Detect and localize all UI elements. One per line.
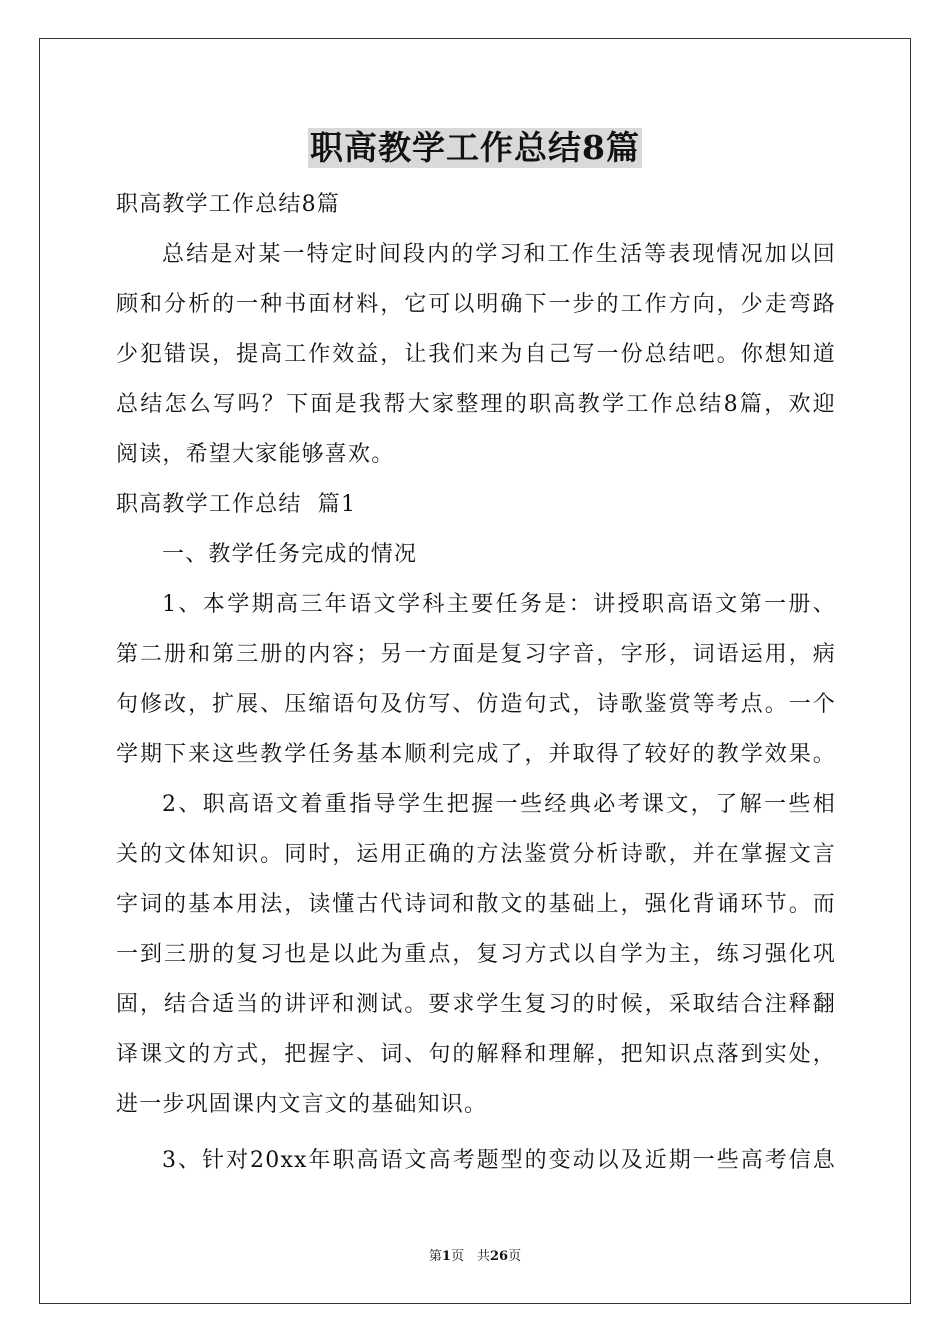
page-mid: 页 共 (450, 1249, 490, 1264)
intro-line: 顾和分析的一种书面材料，它可以明确下一步的工作方向，少走弯路 (116, 292, 836, 317)
item2-line: 进一步巩固课内文言文的基础知识。 (116, 1092, 488, 1117)
intro-line: 总结是对某一特定时间段内的学习和工作生活等表现情况加以回 (162, 242, 836, 267)
item2-line: 一到三册的复习也是以此为重点，复习方式以自学为主，练习强化巩 (116, 942, 836, 967)
item1-line: 第二册和第三册的内容；另一方面是复习字音，字形，词语运用，病 (116, 642, 836, 667)
item2-line: 固，结合适当的讲评和测试。要求学生复习的时候，采取结合注释翻 (116, 992, 836, 1017)
title-wrap (0, 128, 950, 168)
document-body (116, 180, 836, 1186)
item3-line: 3、针对20xx年职高语文高考题型的变动以及近期一些高考信息 (162, 1148, 836, 1173)
sub-heading: 一、教学任务完成的情况 (162, 542, 418, 567)
item2-line: 2、职高语文着重指导学生把握一些经典必考课文，了解一些相 (162, 792, 836, 817)
item1-line: 1、本学期高三年语文学科主要任务是：讲授职高语文第一册、 (162, 592, 836, 617)
item2-line: 关的文体知识。同时，运用正确的方法鉴赏分析诗歌，并在掌握文言 (116, 842, 836, 867)
document-title: 职高教学工作总结8篇 (310, 128, 640, 167)
intro-line: 阅读，希望大家能够喜欢。 (116, 442, 395, 467)
page-suffix: 页 (508, 1249, 522, 1264)
page-current: 1 (441, 1249, 451, 1264)
item1-line: 学期下来这些教学任务基本顺利完成了，并取得了较好的教学效果。 (116, 742, 836, 767)
page-prefix: 第 (428, 1249, 442, 1264)
item2-line: 译课文的方式，把握字、词、句的解释和理解，把知识点落到实处， (116, 1042, 836, 1067)
subtitle: 职高教学工作总结8篇 (116, 192, 340, 217)
item2-line: 字词的基本用法，读懂古代诗词和散文的基础上，强化背诵环节。而 (116, 892, 836, 917)
section-heading: 职高教学工作总结 篇1 (116, 492, 357, 517)
intro-line: 少犯错误，提高工作效益，让我们来为自己写一份总结吧。你想知道 (116, 342, 836, 367)
item1-line: 句修改，扩展、压缩语句及仿写、仿造句式，诗歌鉴赏等考点。一个 (116, 692, 836, 717)
page-total: 26 (489, 1249, 509, 1264)
page-footer (0, 1248, 950, 1266)
intro-line: 总结怎么写吗？下面是我帮大家整理的职高教学工作总结8篇，欢迎 (116, 392, 836, 417)
